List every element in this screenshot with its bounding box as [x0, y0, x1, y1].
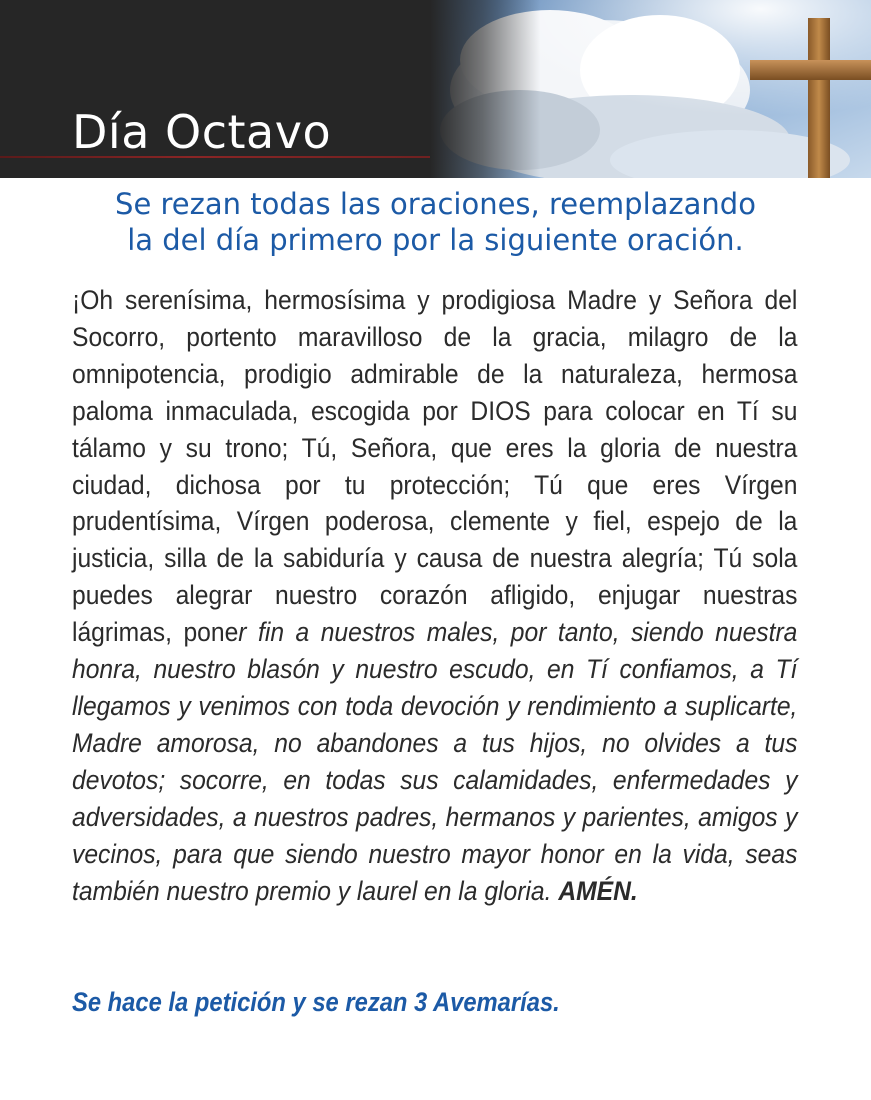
subtitle	[40, 186, 831, 258]
closing-instruction: Se hace la petición y se rezan 3 Avemarías.	[72, 987, 560, 1017]
prayer-regular-text: ¡Oh serenísima, hermosísima y prodigiosa Madre y Señora del Socorro, portento maravilloso de la gracia, milagro de la omnipotencia, prodigio admirable de la naturaleza, hermosa paloma inmaculada, escogida por DIOS para colocar en Tí su tálamo y su trono; Tú, Señora, que eres la gloria de nuestra ciudad, dichosa por tu protección; Tú que eres Vírgen prudentísima, Vírgen poderosa, clemente y fiel, espejo de la justicia, silla de la sabiduría y causa de nuestra alegría; Tú sola puedes alegrar nuestro corazón afligido, enjugar nuestras lágrimas, pone	[72, 285, 798, 648]
header-banner	[0, 0, 871, 178]
prayer-amen: AMÉN.	[558, 875, 638, 906]
subtitle-line-2: la del día primero por la siguiente oración.	[127, 223, 744, 257]
subtitle-line-1: Se rezan todas las oraciones, reemplazando	[115, 187, 756, 221]
prayer-text-block	[72, 282, 798, 1002]
prayer-paragraph	[72, 282, 797, 909]
clouds-sky-image	[430, 0, 871, 178]
prayer-italic-text: r fin a nuestros males, por tanto, siendo nuestra honra, nuestro blasón y nuestro escudo, en Tí confiamos, a Tí llegamos y venimos con toda devoción y rendimiento a suplicarte, Madre amorosa, no abandones a tus hijos, no olvides a tus devotos; socorre, en todas sus calamidades, enfermedades y adversidades, a nuestros padres, hermanos y parientes, amigos y vecinos, para que siendo nuestro mayor honor en la vida, seas también nuestro premio y laurel en la gloria.	[72, 617, 798, 906]
page-title: Día Octavo	[72, 105, 332, 159]
